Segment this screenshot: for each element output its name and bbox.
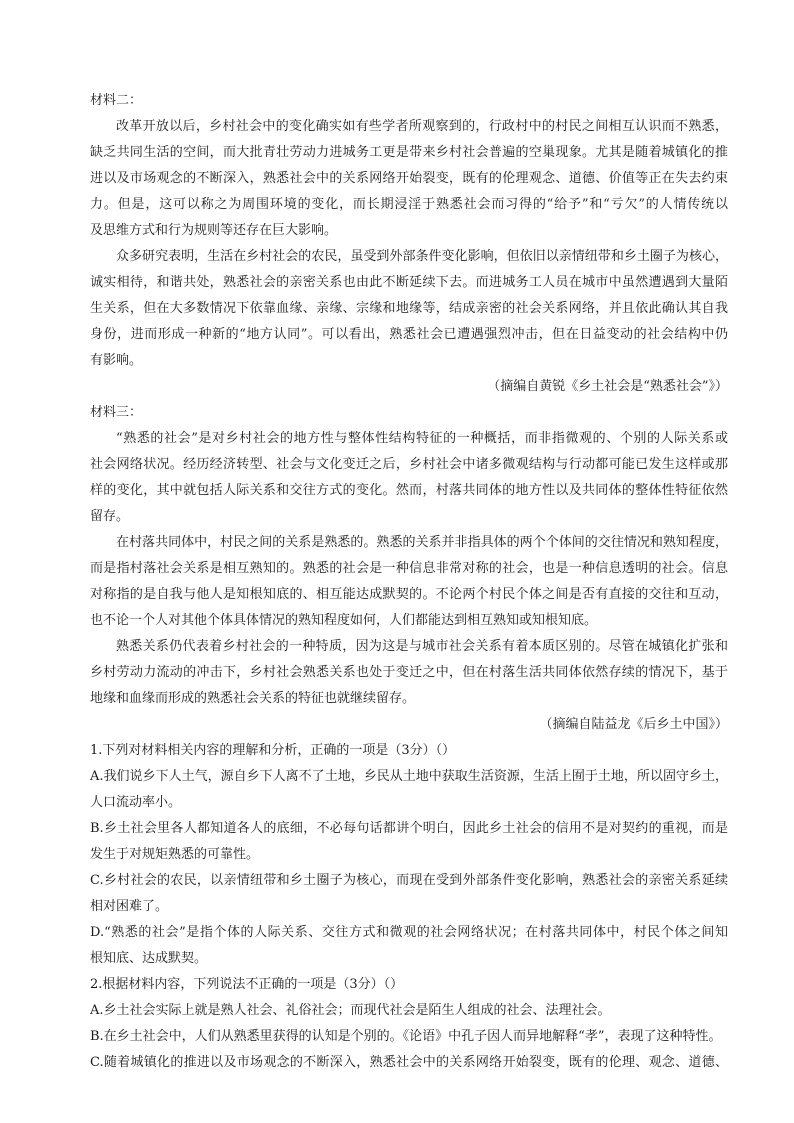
- question-2-option-b: B.在乡土社会中，人们从熟悉里获得的认知是个别的。《论语》中孔子因人而异地解释“孝”，表现了这种特性。: [90, 1029, 722, 1044]
- question-2: [90, 972, 728, 1076]
- text-line: 对称指的是自我与他人是知根知底的、相互能达成默契的。不论两个村民个体之间是否有直接的交往和互动，: [90, 587, 728, 602]
- material-2-paragraph-1: [90, 114, 728, 244]
- material-3: [90, 400, 728, 738]
- material-2-title: 材料二：: [90, 93, 143, 108]
- text-line: 身份，进而形成一种新的“地方认同”。可以看出，熟悉社会已遭遇强烈冲击，但在日益变动的社会结构中仍: [90, 327, 728, 342]
- option-line: 根知底、达成默契。: [90, 951, 208, 966]
- option-line: 发生于对规矩熟悉的可靠性。: [90, 847, 260, 862]
- option-line: D.“熟悉的社会”是指个体的人际关系、交往方式和微观的社会网络状况；在村落共同体中，村民个体之间知: [90, 925, 728, 940]
- text-line: 而是指村落社会关系是相互熟知的。熟悉的社会是一种信息非常对称的社会，也是一种信息透明的社会。信息: [90, 561, 728, 576]
- material-2-source: （摘编自黄锐《乡土社会是“熟悉社会”》）: [487, 379, 728, 394]
- material-3-title: 材料三：: [90, 405, 143, 420]
- text-line: 留存。: [90, 509, 130, 524]
- question-1: [90, 738, 728, 972]
- text-line: 生关系，但在大多数情况下依靠血缘、亲缘、宗缘和地缘等，结成亲密的社会关系网络，并且依此确认其自我: [90, 301, 728, 316]
- question-1-option-b: [90, 816, 728, 868]
- question-2-option-a: A.乡土社会实际上就是熟人社会、礼俗社会；而现代社会是陌生人组成的社会、法理社会。: [90, 1003, 611, 1018]
- question-1-stem: 1.下列对材料相关内容的理解和分析，正确的一项是（3分）（）: [90, 743, 456, 758]
- material-3-source: （摘编自陆益龙《后乡土中国》）: [539, 717, 728, 732]
- option-line: A.我们说乡下人土气，源自乡下人离不了土地，乡民从土地中获取生活资源，生活上囿于土地，所以固守乡土，: [90, 769, 728, 784]
- question-1-option-c: [90, 868, 728, 920]
- text-line: 及思维方式和行为规则等还存在巨大影响。: [90, 223, 338, 238]
- page-content: [90, 88, 728, 1076]
- option-line: 人口流动率小。: [90, 795, 182, 810]
- material-2: [90, 88, 728, 400]
- text-line: 进以及市场观念的不断深入，熟悉社会中的关系网络开始裂变，既有的伦理观念、道德、价值等正在失去约束: [90, 171, 728, 186]
- text-line: 样的变化，其中就包括人际关系和交往方式的变化。然而，村落共同体的地方性以及共同体的整体性特征依然: [90, 483, 728, 498]
- text-line: 缺乏共同生活的空间，而大批青壮劳动力进城务工更是带来乡村社会普遍的空巢现象。尤其是随着城镇化的推: [90, 145, 728, 160]
- text-line: 力。但是，这可以称之为周围环境的变化，而长期浸淫于熟悉社会而习得的“给予”和“亏欠”的人情传统以: [90, 197, 728, 212]
- text-line: “熟悉的社会”是对乡村社会的地方性与整体性结构特征的一种概括，而非指微观的、个别的人际关系或: [116, 431, 728, 446]
- text-line: 地缘和血缘而形成的熟悉社会关系的特征也就继续留存。: [90, 691, 416, 706]
- option-line: 相对困难了。: [90, 899, 169, 914]
- text-line: 熟悉关系仍代表着乡村社会的一种特质，因为这是与城市社会关系有着本质区别的。尽管在城镇化扩张和: [116, 639, 728, 654]
- text-line: 诚实相待，和谐共处，熟悉社会的亲密关系也由此不断延续下去。而进城务工人员在城市中虽然遭遇到大量陌: [90, 275, 728, 290]
- text-line: 众多研究表明，生活在乡村社会的农民，虽受到外部条件变化影响，但依旧以亲情纽带和乡土圈子为核心，: [116, 249, 728, 264]
- text-line: 社会网络状况。经历经济转型、社会与文化变迁之后，乡村社会中诸多微观结构与行动都可能已发生这样或那: [90, 457, 728, 472]
- text-line: 在村落共同体中，村民之间的关系是熟悉的。熟悉的关系并非指具体的两个个体间的交往情况和熟知程度，: [116, 535, 728, 550]
- material-3-paragraph-2: [90, 530, 728, 634]
- option-line: B.乡土社会里各人都知道各人的底细，不必每句话都讲个明白，因此乡土社会的信用不是对契约的重视，而是: [90, 821, 728, 836]
- material-2-paragraph-2: [90, 244, 728, 374]
- material-3-paragraph-1: [90, 426, 728, 530]
- question-2-option-c: C.随着城镇化的推进以及市场观念的不断深入，熟悉社会中的关系网络开始裂变，既有的伦理、观念、道德、: [90, 1055, 728, 1070]
- text-line: 乡村劳动力流动的冲击下，乡村社会熟悉关系也处于变迁之中，但在村落生活共同体依然存续的情况下，基于: [90, 665, 728, 680]
- option-line: C.乡村社会的农民，以亲情纽带和乡土圈子为核心，而现在受到外部条件变化影响，熟悉社会的亲密关系延续: [90, 873, 728, 888]
- text-line: 改革开放以后，乡村社会中的变化确实如有些学者所观察到的，行政村中的村民之间相互认识而不熟悉，: [116, 119, 728, 134]
- question-1-option-a: [90, 764, 728, 816]
- question-2-stem: 2.根据材料内容，下列说法不正确的一项是（3分）（）: [90, 977, 404, 992]
- question-1-option-d: [90, 920, 728, 972]
- material-3-paragraph-3: [90, 634, 728, 712]
- text-line: 也不论一个人对其他个体具体情况的熟知程度如何，人们都能达到相互熟知或知根知底。: [90, 613, 598, 628]
- text-line: 有影响。: [90, 353, 143, 368]
